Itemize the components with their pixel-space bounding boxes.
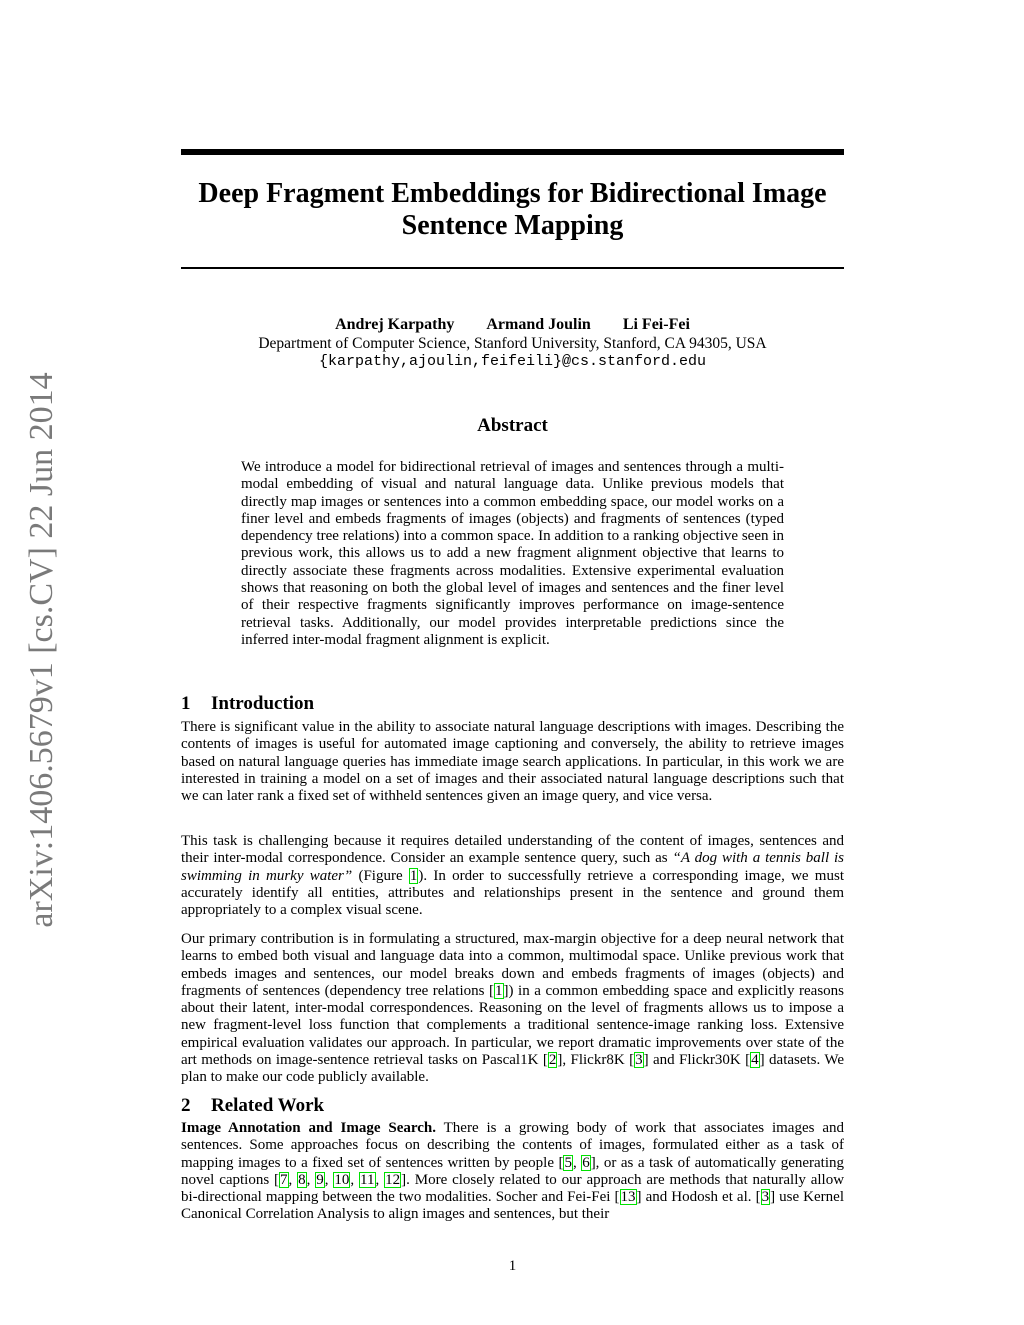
text-span: ], or as a task of automatically generating novel captions [ — [181, 1154, 844, 1188]
text-span: ] datasets. We plan to make our code publicly available. — [181, 1052, 845, 1086]
text-span: ]) in a common embedding space and explicitly reasons about their latent, inter-modal correspondences. Reasoning on the level of fragments allows us to impose a new fragment-level loss function that complements a traditional sentence-image ranking loss. Extensive empirical evaluation validates our approach. In particular, we report dramatic improvements over state of the art methods on image-sentence retrieval tasks on Pascal1K [ — [181, 982, 844, 1069]
text-span: This task is challenging because it requires detailed understanding of the content of images, sentences and their inter-modal correspondence. Consider an example sentence query, such as — [181, 833, 844, 867]
text-span: , — [288, 1171, 298, 1188]
paper-title — [181, 178, 844, 242]
citation-link[interactable]: 5 — [564, 1154, 572, 1171]
citation-link[interactable]: 7 — [280, 1171, 288, 1188]
text-span: , — [324, 1171, 334, 1188]
citation-link[interactable]: 12 — [385, 1171, 401, 1188]
text-span: ). In order to successfully retrieve a corresponding image, we must accurately identify all entities, attributes and relationships present in the sentence and ground them appropriately to a complex visual scene. — [181, 867, 844, 919]
text-span: ] and Hodosh et al. [ — [636, 1189, 761, 1206]
author-name: Armand Joulin — [486, 316, 591, 333]
citation-link[interactable]: 13 — [620, 1189, 636, 1206]
citation-link[interactable]: 10 — [334, 1171, 350, 1188]
author-name: Li Fei-Fei — [622, 316, 690, 333]
text-span: There is a growing body of work that associates images and sentences. Some approaches focus on describing the contents of images, formulated either as a task of mapping images to a fixed set of sentences written by people [ — [181, 1120, 844, 1171]
text-span: ]. More closely related to our approach are methods that naturally allow bi-directional mapping between the two modalities. Socher and Fei-Fei [ — [181, 1171, 845, 1206]
author-list — [181, 315, 844, 334]
text-span: , — [350, 1171, 360, 1188]
example-quote: “A dog with a tennis ball is swimming in murky water” — [181, 850, 844, 884]
author-name: Andrej Karpathy — [335, 316, 455, 333]
section-related-work-heading — [181, 1095, 844, 1117]
citation-link[interactable]: 8 — [298, 1171, 306, 1188]
text-span: , — [375, 1171, 385, 1188]
related-paragraph-1 — [181, 1120, 844, 1224]
title-top-rule — [181, 149, 844, 155]
arxiv-stamp: arXiv:1406.5679v1 [cs.CV] 22 Jun 2014 — [23, 372, 60, 928]
affiliation: Department of Computer Science, Stanford University, Stanford, CA 94305, USA — [258, 335, 767, 352]
figure-link[interactable]: 1 — [409, 867, 418, 884]
email-text: {karpathy,ajoulin,feifeili}@cs.stanford.edu — [318, 353, 707, 370]
section-introduction-heading — [181, 693, 844, 715]
title-line-2: Sentence Mapping — [401, 210, 624, 241]
text-span: ] and Flickr30K [ — [643, 1052, 751, 1069]
section-title: Related Work — [211, 1095, 325, 1116]
abstract-heading: Abstract — [477, 415, 548, 436]
intro-paragraph-2 — [181, 833, 844, 919]
text-span: Our primary contribution is in formulating a structured, max-margin objective for a deep neural network that learns to embed both visual and language data into a common, multimodal space. Unlike previous work that embeds images and sentences, our model breaks down and embeds fragments of images (objects) and fragments of sentences (dependency tree relations [ — [181, 931, 844, 999]
abstract-text: We introduce a model for bidirectional retrieval of images and sentences through a multi-modal embedding of visual and natural language data. Unlike previous models that directly map images or sentences into a common embedding space, our model works on a finer level and embeds fragments of images (objects) and fragments of sentences (typed dependency tree relations) into a common space. In addition to a ranking objective seen in previous work, this allows us to add a new fragment alignment objective that learns to directly associate these fragments across modalities. Extensive experimental evaluation shows that reasoning on both the global level of images and sentences and the finer level of their respective fragments significantly improves performance on image-sentence retrieval tasks. Additionally, our model provides interpretable predictions since the inferred inter-modal fragment alignment is explicit. — [241, 459, 784, 648]
title-line-1: Deep Fragment Embeddings for Bidirectional Image — [198, 178, 827, 209]
citation-link[interactable]: 1 — [495, 982, 503, 999]
citation-link[interactable]: 4 — [751, 1052, 759, 1069]
intro-paragraph-1: There is significant value in the ability to associate natural language descriptions with images. Describing the contents of images is useful for automated image captioning and conversely, the ability to retrieve images based on natural language queries has immediate image search applications. In particular, in this work we are interested in training a model on a set of images and their associated natural language descriptions such that we can later rank a fixed set of withheld sentences given an image query, and vice versa. — [181, 719, 844, 805]
citation-link[interactable]: 3 — [635, 1052, 643, 1069]
title-bottom-rule — [181, 267, 844, 269]
citation-link[interactable]: 6 — [582, 1154, 590, 1171]
text-span: (Figure — [352, 867, 409, 884]
text-span: ], Flickr8K [ — [557, 1052, 635, 1069]
intro-paragraph-3 — [181, 931, 844, 1087]
text-span: , — [306, 1171, 316, 1188]
citation-link[interactable]: 2 — [548, 1052, 557, 1069]
email — [181, 352, 844, 371]
text-span: , — [572, 1154, 582, 1171]
section-number: 1 — [181, 693, 191, 714]
citation-link[interactable]: 9 — [316, 1171, 324, 1188]
section-title: Introduction — [211, 693, 315, 714]
paragraph-runin-heading: Image Annotation and Image Search. — [181, 1120, 437, 1136]
text-span: ] use Kernel Canonical Correlation Analysis to align images and sentences, but their — [181, 1189, 844, 1223]
citation-link[interactable]: 11 — [360, 1171, 375, 1188]
citation-link[interactable]: 3 — [761, 1189, 770, 1206]
section-number: 2 — [181, 1095, 191, 1116]
page-number: 1 — [508, 1258, 517, 1274]
